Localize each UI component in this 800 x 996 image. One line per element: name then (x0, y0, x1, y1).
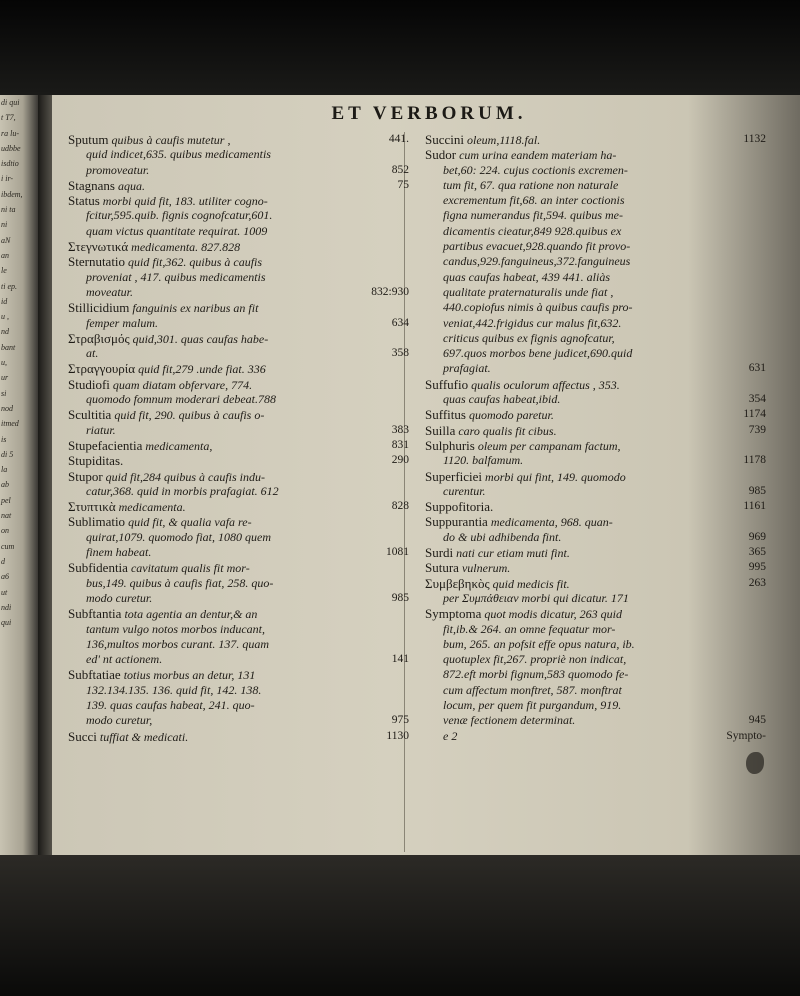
index-entry-line (68, 453, 413, 468)
page-reference: 1174 (743, 408, 766, 421)
page-reference: 1081 (386, 546, 409, 559)
index-entry-text: tota agentia an dentur,& an (121, 607, 258, 622)
index-entry-text: quid,301. quas caufas habe- (129, 331, 269, 346)
index-entry-text: e 2 (443, 728, 458, 743)
index-entry-text: aqua. (114, 178, 145, 193)
index-headword: Surdi (425, 545, 454, 561)
index-entry-line (68, 407, 413, 422)
index-entry-text: medicamenta, 968. quan- (487, 515, 613, 530)
index-entry-line (68, 729, 413, 744)
index-entry-line (425, 438, 770, 453)
index-entry-text: qualitate praternaturalis unde fiat , (443, 284, 614, 299)
index-entry-line (68, 667, 413, 682)
index-entry-line (68, 270, 413, 285)
index-entry-text: 139. quas caufas habeat, 241. quo- (86, 697, 255, 712)
index-entry-line (425, 346, 770, 361)
page-reference: 828 (391, 500, 409, 513)
facing-page-text: pel (1, 495, 11, 505)
index-entry-line (425, 392, 770, 407)
facing-page-text: id (1, 296, 8, 306)
index-entry-text: promoveatur. (86, 162, 150, 177)
index-entry-line (68, 469, 413, 484)
index-entry-text: quam victus quantitate requirat. 1009 (86, 223, 268, 238)
index-entry-line (425, 316, 770, 331)
index-headword: Subftantia (68, 606, 122, 622)
facing-page-text: nat (1, 511, 12, 521)
index-headword: Succi (68, 728, 97, 744)
facing-page-text: di qui (1, 98, 20, 107)
scan-top-shadow (0, 0, 800, 95)
index-entry-line (425, 713, 770, 728)
index-headword: Στραγγουρία (68, 361, 136, 377)
index-entry-line (68, 147, 413, 162)
index-headword: Stupor (68, 468, 103, 484)
facing-page-text: di 5 (1, 449, 14, 459)
page-reference: 969 (748, 530, 766, 543)
page-reference: 358 (391, 347, 409, 360)
index-entry-line (68, 346, 413, 361)
facing-page-text: a6 (1, 572, 9, 582)
index-entry-line (425, 545, 770, 560)
facing-page-text: le (1, 266, 7, 276)
page-reference: 141 (391, 653, 409, 666)
index-entry-text: excrementum fit,68. an inter coctionis (443, 193, 625, 208)
index-entry-line (68, 300, 413, 315)
index-headword: Superficiei (425, 468, 483, 484)
page-reference: 383 (391, 423, 409, 436)
page-reference: 634 (391, 316, 409, 329)
index-entry-line (425, 606, 770, 621)
index-entry-line (68, 254, 413, 269)
facing-page-text: si (1, 388, 7, 398)
index-entry-line (68, 637, 413, 652)
index-entry-text: dicamentis cieatur,849 928.quibus ex (443, 223, 622, 238)
page-reference: 75 (397, 178, 409, 191)
index-headword: Στραβισμός (68, 330, 130, 346)
index-entry-text: quid fit, & qualia vafa re- (125, 515, 252, 530)
index-entry-line (68, 652, 413, 667)
index-entry-line (425, 132, 770, 147)
index-headword: Scultitia (68, 407, 112, 423)
index-entry-text: moveatur. (86, 284, 133, 299)
index-entry-line (68, 545, 413, 560)
index-entry-text: veniat,442.frigidus cur malus fit,632. (443, 315, 622, 330)
page-reference: 985 (391, 591, 409, 604)
index-entry-line (425, 469, 770, 484)
index-entry-line (68, 530, 413, 545)
facing-page-text: ibdem, (1, 189, 23, 199)
index-headword: Stupiditas. (68, 453, 124, 469)
index-entry-text: catur,368. quid in morbis prafagiat. 612 (86, 483, 279, 498)
index-entry-line (425, 239, 770, 254)
page-reference: 631 (748, 362, 766, 375)
facing-page-text: cum (1, 541, 15, 551)
index-entry-line (425, 300, 770, 315)
index-entry-line (68, 163, 413, 178)
index-entry-line (425, 193, 770, 208)
index-entry-line (425, 560, 770, 575)
facing-page-text: is (1, 434, 7, 444)
scan-bottom-shadow (0, 855, 800, 996)
index-entry-text: medicamenta. (115, 500, 186, 515)
index-entry-text: qualis oculorum affectus , 353. (468, 377, 620, 392)
index-entry-text: quas caufas habeat,ibid. (443, 392, 561, 407)
index-entry-text: 872.eft morbi fignum,583 quomodo fe- (443, 667, 629, 682)
index-headword: Suilla (425, 422, 456, 438)
index-entry-line (425, 576, 770, 591)
index-entry-text: oleum per campanam factum, (474, 438, 621, 453)
header-text: ET VERBORUM. (331, 103, 527, 124)
facing-page-text: on (1, 526, 9, 536)
index-entry-line (425, 208, 770, 223)
index-entry-text: tantum vulgo notos morbos inducant, (86, 621, 265, 636)
index-entry-line (425, 683, 770, 698)
index-entry-text: candus,929.fanguineus,372.fanguineus (443, 254, 631, 269)
index-entry-line (425, 499, 770, 514)
index-entry-line (425, 285, 770, 300)
index-headword: Studiofi (68, 376, 110, 392)
facing-page-text: nd (1, 327, 9, 337)
index-entry-line (425, 729, 770, 744)
facing-page-text: qui (1, 618, 12, 628)
index-entry-line (68, 316, 413, 331)
index-entry-text: 440.copiofus nimis à quibus caufis pro- (443, 300, 633, 315)
index-headword: Suppofitoria. (425, 499, 494, 515)
page-reference: 290 (391, 454, 409, 467)
facing-page-fragment (0, 95, 38, 855)
index-entry-text: quot modis dicatur, 263 quid (481, 607, 623, 622)
index-entry-text: quibus à caufis mutetur , (108, 133, 231, 147)
facing-page-text: i ir- (1, 174, 14, 184)
index-entry-line (425, 361, 770, 376)
index-entry-text: femper malum. (86, 315, 158, 330)
index-entry-text: at. (86, 346, 99, 361)
index-entry-text: ed' nt actionem. (86, 652, 163, 667)
index-entry-line (68, 392, 413, 407)
page-reference: 1132 (743, 133, 766, 145)
index-entry-line (68, 331, 413, 346)
page-reference: 739 (748, 423, 766, 436)
index-headword: Sulphuris (425, 437, 475, 453)
index-entry-text: venæ fectionem determinat. (443, 713, 576, 728)
index-entry-line (68, 224, 413, 239)
index-entry-text: tum fit, 67. qua ratione non naturale (443, 177, 619, 192)
facing-page-text: u, (1, 358, 7, 368)
index-headword: Symptoma (425, 606, 482, 622)
facing-page-text: ra lu- (1, 128, 19, 138)
page-reference: 1161 (743, 500, 766, 513)
index-headword: Stupefacientia (68, 437, 143, 453)
index-entry-text: curentur. (443, 483, 486, 498)
index-entry-line (68, 698, 413, 713)
index-entry-text: bum, 265. an pofsit effe opus natura, ib. (443, 636, 635, 651)
index-entry-text: fit,ib.& 264. an omne fequatur mor- (443, 621, 616, 636)
index-entry-text: quid medicis fit. (489, 576, 570, 591)
index-headword: Συμβεβηκὸς (425, 575, 490, 591)
page-reference: 995 (748, 561, 766, 574)
index-entry-text: vulnerum. (458, 561, 511, 576)
index-entry-line (68, 361, 413, 376)
index-entry-text: do & ubi adhibenda fint. (443, 529, 562, 544)
index-entry-text: morbi quid fit, 183. utiliter cogno- (99, 194, 268, 209)
facing-page-text: la (1, 465, 8, 475)
page-reference: 975 (391, 714, 409, 727)
index-entry-text: modo curetur. (86, 590, 153, 605)
index-entry-text: oleum,1118.fal. (464, 133, 541, 147)
index-entry-text: bet,60: 224. cujus coctionis excremen- (443, 162, 628, 177)
index-entry-text: tuffiat & medicati. (96, 729, 189, 744)
index-entry-line (68, 514, 413, 529)
facing-page-text: an (1, 250, 9, 260)
index-headword: Suppurantia (425, 514, 488, 530)
index-entry-text: totius morbus an detur, 131 (120, 668, 256, 683)
index-entry-line (425, 484, 770, 499)
index-headword: Suffitus (425, 407, 466, 423)
index-entry-line (425, 453, 770, 468)
index-entry-line (425, 637, 770, 652)
index-entry-text: quirat,1079. quomodo fiat, 1080 quem (86, 529, 271, 544)
index-entry-text: quas caufas habeat, 439 441. aliàs (443, 269, 610, 284)
index-entry-text: fcitur,595.quib. fignis cognofcatur,601. (86, 208, 273, 223)
page-header (0, 103, 800, 125)
facing-page-text: ab (1, 480, 9, 490)
index-entry-text: partibus evacuet,928.quando fit provo- (443, 239, 631, 254)
index-entry-line (68, 285, 413, 300)
index-headword: Sublimatio (68, 514, 126, 530)
index-entry-text: per Συμπάθειαν morbi qui dicatur. 171 (443, 590, 629, 605)
page-reference: 263 (748, 576, 766, 589)
ink-blot (746, 752, 764, 774)
index-entry-line (425, 377, 770, 392)
index-headword: Suffufio (425, 376, 469, 392)
index-entry-text: medicamenta, (142, 438, 213, 453)
index-entry-text: quid indicet,635. quibus medicamentis (86, 147, 271, 162)
index-entry-text: finem habeat. (86, 545, 152, 560)
index-entry-line (68, 377, 413, 392)
facing-page-text: ur (1, 373, 9, 383)
index-entry-text: 136,multos morbos curant. 137. quam (86, 636, 270, 651)
index-entry-text: quid fit,362. quibus à caufis (125, 255, 263, 270)
index-entry-line (68, 438, 413, 453)
page-reference: 832:930 (371, 285, 409, 298)
index-entry-text: nati cur etiam muti fint. (453, 546, 570, 561)
index-entry-text: quid fit, 290. quibus à caufis o- (111, 408, 265, 423)
index-entry-line (68, 713, 413, 728)
index-entry-line (425, 254, 770, 269)
facing-page-text: isdtio (1, 159, 19, 169)
index-entry-line (68, 193, 413, 208)
page-reference: 365 (748, 546, 766, 559)
index-column-right (425, 132, 770, 744)
index-entry-line (68, 622, 413, 637)
index-headword: Sternutatio (68, 254, 126, 270)
page-reference: 985 (748, 484, 766, 497)
page-reference: 852 (391, 163, 409, 176)
facing-page-text: ni (1, 220, 8, 230)
index-entry-line (425, 667, 770, 682)
facing-page-text: bant (1, 342, 16, 352)
facing-page-text: ut (1, 587, 8, 597)
facing-page-text: ni ta (1, 205, 16, 215)
facing-page-text: udbbe (1, 143, 21, 153)
index-entry-line (425, 698, 770, 713)
index-entry-line (68, 178, 413, 193)
facing-page-text: ndi (1, 602, 12, 612)
index-entry-text: caro qualis fit cibus. (455, 423, 557, 438)
index-entry-text: bus,149. quibus à caufis fiat, 258. quo- (86, 575, 274, 590)
index-entry-line (68, 576, 413, 591)
index-entry-line (68, 591, 413, 606)
index-entry-text: riatur. (86, 422, 116, 437)
index-entry-line (425, 407, 770, 422)
page-reference: 945 (748, 714, 766, 727)
facing-page-text: u , (1, 312, 9, 322)
book-gutter (38, 95, 52, 855)
facing-page-text: itmed (1, 419, 19, 429)
index-entry-text: fanguinis ex naribus an fit (129, 301, 259, 316)
index-entry-line (68, 560, 413, 575)
page-reference: 1178 (743, 454, 766, 467)
index-entry-line (425, 591, 770, 606)
index-entry-text: proveniat , 417. quibus medicamentis (86, 269, 266, 284)
index-entry-line (425, 178, 770, 193)
index-entry-text: criticus quibus ex fignis agnofcatur, (443, 330, 615, 345)
page-reference: 441. (388, 133, 409, 145)
index-entry-line (425, 163, 770, 178)
index-entry-text: figna numerandus fit,594. quibus me- (443, 208, 623, 223)
index-entry-text: quomodo paretur. (465, 408, 554, 423)
index-entry-line (425, 270, 770, 285)
index-entry-text: 132.134.135. 136. quid fit, 142. 138. (86, 682, 262, 697)
catchword: Sympto- (726, 729, 766, 742)
index-entry-text: 1120. balfamum. (443, 453, 524, 468)
index-entry-text: 697.quos morbos bene judicet,690.quid (443, 346, 633, 361)
index-entry-text: cavitatum qualis fit mor- (127, 561, 250, 576)
index-headword: Stagnans (68, 177, 115, 193)
index-entry-line (425, 530, 770, 545)
index-entry-text: modo curetur, (86, 713, 153, 728)
index-entry-text: locum, per quem fit purgandum, 919. (443, 697, 622, 712)
index-entry-line (68, 683, 413, 698)
index-column-left (68, 132, 413, 744)
index-entry-text: quotuplex fit,267. propriè non indicat, (443, 652, 627, 667)
index-headword: Succini (425, 132, 464, 147)
index-entry-text: quam diatam obfervare, 774. (109, 377, 253, 392)
index-entry-text: morbi qui fint, 149. quomodo (482, 469, 626, 484)
index-entry-line (68, 132, 413, 147)
index-headword: Στυπτικὰ (68, 499, 116, 515)
index-entry-line (425, 423, 770, 438)
index-headword: Sudor (425, 147, 457, 163)
index-entry-text: cum affectum monftret, 587. monftrat (443, 682, 622, 697)
index-entry-line (68, 423, 413, 438)
index-entry-text: cum urina eandem materiam ha- (456, 148, 617, 163)
index-headword: Subfidentia (68, 560, 128, 576)
index-headword: Sputum (68, 132, 109, 147)
page-reference: 831 (391, 438, 409, 451)
page-reference: 354 (748, 393, 766, 406)
facing-page-text: d (1, 556, 5, 566)
index-entry-line (425, 652, 770, 667)
index-entry-line (425, 622, 770, 637)
index-headword: Sutura (425, 560, 459, 576)
index-entry-text: quid fit,284 quibus à caufis indu- (102, 469, 266, 484)
index-entry-line (425, 514, 770, 529)
index-entry-line (425, 147, 770, 162)
index-entry-line (68, 484, 413, 499)
index-entry-line (425, 331, 770, 346)
index-entry-line (425, 224, 770, 239)
facing-page-text: ti ep. (1, 281, 17, 291)
index-entry-text: quomodo fomnum moderari debeat.788 (86, 392, 276, 407)
index-entry-line (68, 208, 413, 223)
index-entry-text: prafagiat. (443, 361, 491, 376)
index-entry-text: quid fit,279 .unde fiat. 336 (135, 362, 266, 377)
index-entry-line (68, 499, 413, 514)
facing-page-text: aN (1, 235, 11, 245)
index-entry-line (68, 239, 413, 254)
facing-page-text: t T7, (1, 113, 16, 123)
facing-page-text: nod (1, 403, 13, 413)
index-headword: Stillicidium (68, 300, 130, 316)
index-headword: Status (68, 193, 100, 209)
index-headword: Subftatiae (68, 667, 121, 683)
page-reference: 1130 (386, 729, 409, 742)
index-entry-text: medicamenta. 827.828 (128, 240, 241, 255)
index-entry-line (68, 606, 413, 621)
index-headword: Στεγνωτικά (68, 239, 129, 255)
